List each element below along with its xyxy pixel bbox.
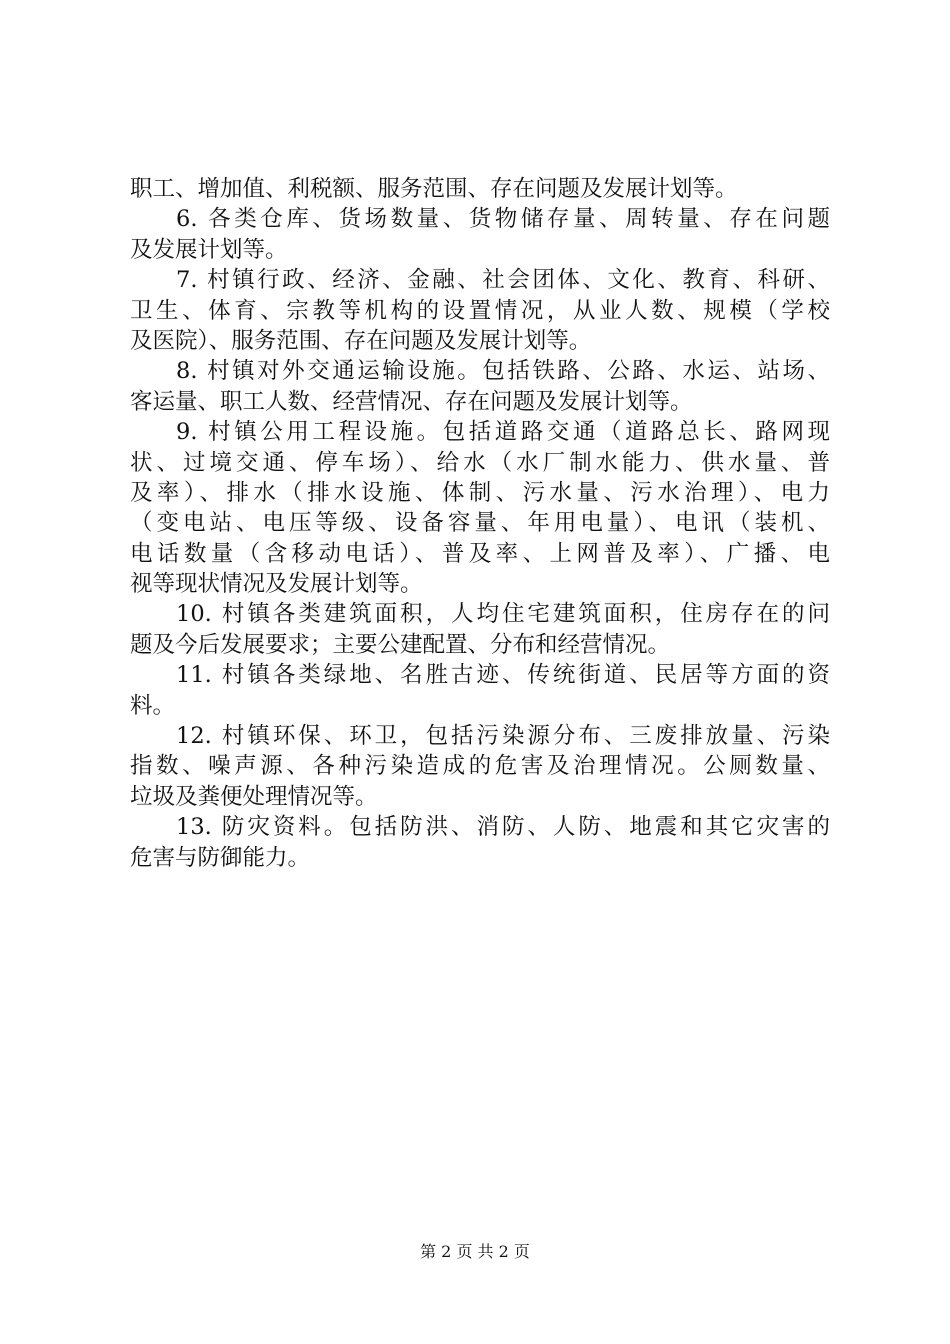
text-line: 危害与防御能力。 [130, 844, 311, 871]
document-body [130, 174, 830, 873]
text-line: 状、过境交通、停车场）、给水（水厂制水能力、供水量、普 [130, 449, 830, 476]
text-line: 料。 [130, 692, 176, 719]
text-line: 11. 村镇各类绿地、名胜古迹、传统街道、民居等方面的资 [176, 662, 830, 689]
page-footer: 第 2 页 共 2 页 [420, 1242, 530, 1261]
text-line: 8. 村镇对外交通运输设施。包括铁路、公路、水运、站场、 [176, 358, 830, 385]
text-line: 10. 村镇各类建筑面积，人均住宅建筑面积，住房存在的问 [176, 601, 830, 628]
text-line: 题及今后发展要求；主要公建配置、分布和经营情况。 [130, 631, 671, 658]
text-line: 9. 村镇公用工程设施。包括道路交通（道路总长、路网现 [176, 419, 830, 446]
text-line: （变电站、电压等级、设备容量、年用电量）、电讯（装机、 [130, 510, 830, 537]
text-line: 卫生、体育、宗教等机构的设置情况，从业人数、规模（学校 [130, 297, 830, 324]
text-line: 客运量、职工人数、经营情况、存在问题及发展计划等。 [130, 388, 693, 415]
text-line: 12. 村镇环保、环卫，包括污染源分布、三废排放量、污染 [176, 723, 830, 750]
text-line: 职工、增加值、利税额、服务范围、存在问题及发展计划等。 [130, 176, 738, 202]
text-line: 垃圾及粪便处理情况等。 [130, 783, 378, 810]
text-line: 6. 各类仓库、货场数量、货物储存量、周转量、存在问题 [176, 206, 830, 233]
text-line: 7. 村镇行政、经济、金融、社会团体、文化、教育、科研、 [176, 267, 830, 294]
text-line: 及医院）、服务范围、存在问题及发展计划等。 [130, 327, 592, 354]
text-line: 及率）、排水（排水设施、体制、污水量、污水治理）、电力 [130, 479, 830, 506]
text-line: 视等现状情况及发展计划等。 [130, 571, 423, 598]
text-line: 电话数量（含移动电话）、普及率、上网普及率）、广播、电 [130, 540, 830, 567]
text-line: 及发展计划等。 [130, 236, 288, 263]
text-line: 指数、噪声源、各种污染造成的危害及治理情况。公厕数量、 [130, 753, 830, 780]
text-line: 13. 防灾资料。包括防洪、消防、人防、地震和其它灾害的 [176, 814, 830, 841]
